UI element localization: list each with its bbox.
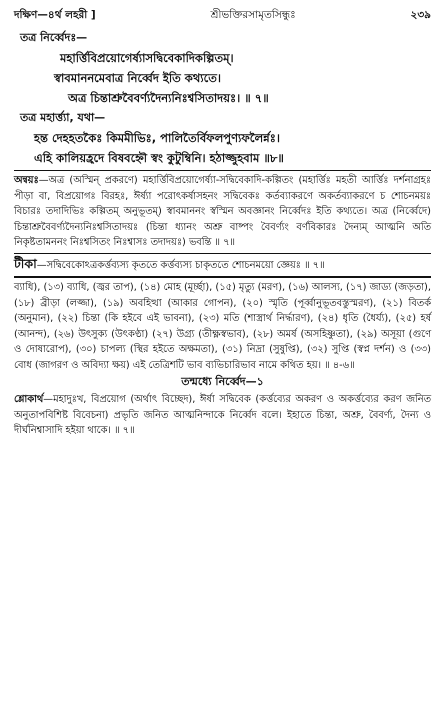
page-number: ২৩৯ (410, 9, 431, 21)
verse-line-2: স্বাবমাননমেবাত্র নির্ব্বেদ ইতি কথ্যতে। (54, 71, 222, 85)
page-header (14, 8, 431, 22)
verse-line-3: অত্র চিন্তাশ্রুবৈবর্ণ্যদৈন্যনিঃশ্বসিতাদয়ঃ। ॥ ৭॥ (68, 91, 269, 105)
verse-heading-nirveda: তত্র নির্ব্বেদঃ— (20, 31, 88, 44)
verse-heading-example: তত্র মহার্ত্ত্যা, যথা— (20, 111, 106, 124)
divider-rule (14, 170, 431, 171)
header-book-title: শ্রীভক্তিরসামৃতসিন্ধুঃ (210, 9, 296, 21)
tika-paragraph (14, 256, 431, 274)
sloka-label: শ্লোকার্থ (14, 394, 44, 405)
divider-rule-thick (14, 276, 431, 278)
translation-paragraph: ব্যাধি), (১৩) ব্যাধি, (জ্বর তাপ), (১৪) মোহ (মূর্চ্ছা), (১৫) মৃত্যু (মরণ), (১৬) আলস্য, (১৭) জাড্য (জড়তা), (১৮) ব্রীড়া (লজ্জা), (১৯) অবহিত্থা (আকার গোপন), (২০) স্মৃতি (পূর্ব্বানুভূতবস্তুস্মরণ), (২১) বিতর্ক (অনুমান), (২২) চিন্তা (কি হইবে এই ভাবনা), (২৩) মতি (শাস্ত্রার্থ নির্দ্ধারণ), (২৪) ধৃতি (ধৈর্য্য), (২৫) হর্ষ (আনন্দ), (২৬) উৎসুক্য (উৎকণ্ঠা) (২৭) উগ্র্য (তীক্ষ্ণস্বভাব), (২৮) অমর্ষ (অসহিষ্ণুতা), (২৯) অসূয়া (গুণে ও দোষারোপ), (৩০) চাপল্য (স্থির হইতে অক্ষমতা), (৩১) নিদ্রা (সুষুপ্তি), (৩২) সুপ্তি (স্বপ্ন দর্শন) ও (৩৩) বোধ (জাগরণ ও অবিদ্যা ক্ষয়) এই তেত্রিশটি ভাব ব্যভিচারিভাব নামে কথিত হয়। ॥ ৪-৬॥ (14, 282, 431, 371)
anvaya-paragraph (14, 173, 431, 251)
sloka-text: —মহাদুঃখ, বিপ্রয়োগ (অর্থাৎ বিচ্ছেদ), ঈর্ষা সদ্বিবেক (কর্ত্তব্যের অকরণ ও অকর্ত্তব্যের করণ জনিত অনুতাপবিশিষ্ট বিবেচনা) প্রভৃতি জনিত আত্মনিন্দাকে নির্ব্বেদ বলে। ইহাতে চিন্তা, অশ্রু, বৈবর্ণ্য, দৈন্য ও দীর্ঘনিশ্বাসাদি হইয়া থাকে। ॥ ৭॥ (14, 394, 431, 436)
header-chapter: দক্ষিণ—৪র্থ লহরী ] (14, 9, 96, 21)
verse-line-1: মহার্ত্তিবিপ্রয়োগের্ষ্যাসদ্বিবেকাদিকল্পিতম্। (60, 51, 234, 65)
verse-line-4: হন্ত দেহহতকৈঃ কিমমীভিঃ, পালিতৈর্বিফলপুণ্যফলৈর্ন্নঃ। (34, 131, 280, 145)
divider-rule (14, 253, 431, 254)
sloka-paragraph (14, 392, 431, 439)
tika-label: টীকা (14, 255, 37, 271)
verse-block (14, 28, 431, 168)
verse-line-5: এহি কালিয়হ্রদে বিষবহ্নৌ স্বং কুটুম্বিনি। হঠাজ্জুহবাম ॥৮॥ (34, 151, 284, 165)
tika-text: —সদ্বিবেকোঽত্রকর্ত্তব্যস্য কৃততে কর্ত্তব্যস্য চাকৃততে শোচনময়ো জ্ঞেয়ঃ ॥ ৭॥ (36, 259, 325, 271)
anvaya-text: —অত্র (অস্মিন্ প্রকরণে) মহার্ত্তিবিপ্রয়োগের্ষ্যা-সদ্বিবেকাদি-কল্পিতং (মহার্ত্তিঃ মহতী আর্ত্তিঃ দর্শনাগ্রহঃ পীড়া বা, বিপ্রয়োগঃ বিরহঃ, ঈর্ষ্যা পরোৎকর্ষাসহনং সদ্বিবেকঃ কর্তব্যাকরণে অকর্তব্যাকরণে চ শোচনময়ঃ বিচারঃ তদাদিভিঃ কল্পিতম্ অনুভূতম্) স্বাবমাননং স্বস্মিন অবজ্ঞানং নির্ব্বেদঃ ইতি কথ্যতে। অত্র (নির্ব্বেদে) চিন্তাশ্রুবৈবর্ণ্যদৈন্যনিঃশ্বসিতাদয়ঃ (চিন্তা ধ্যানং অশ্রু বাষ্পং বৈবর্ণ্যং বর্ণবিকারঃ দৈন্যম্ আত্মনি অতি নিকৃষ্টতামননং নিঃশ্বসিতং নিঃশ্বাসঃ তদাদয়ঃ) ভবন্তি ॥ ৭॥ (14, 175, 431, 248)
anvaya-label: অন্বয়ঃ (14, 175, 39, 186)
section-title: তন্মধ্যে নির্ব্বেদ—১ (181, 375, 264, 388)
